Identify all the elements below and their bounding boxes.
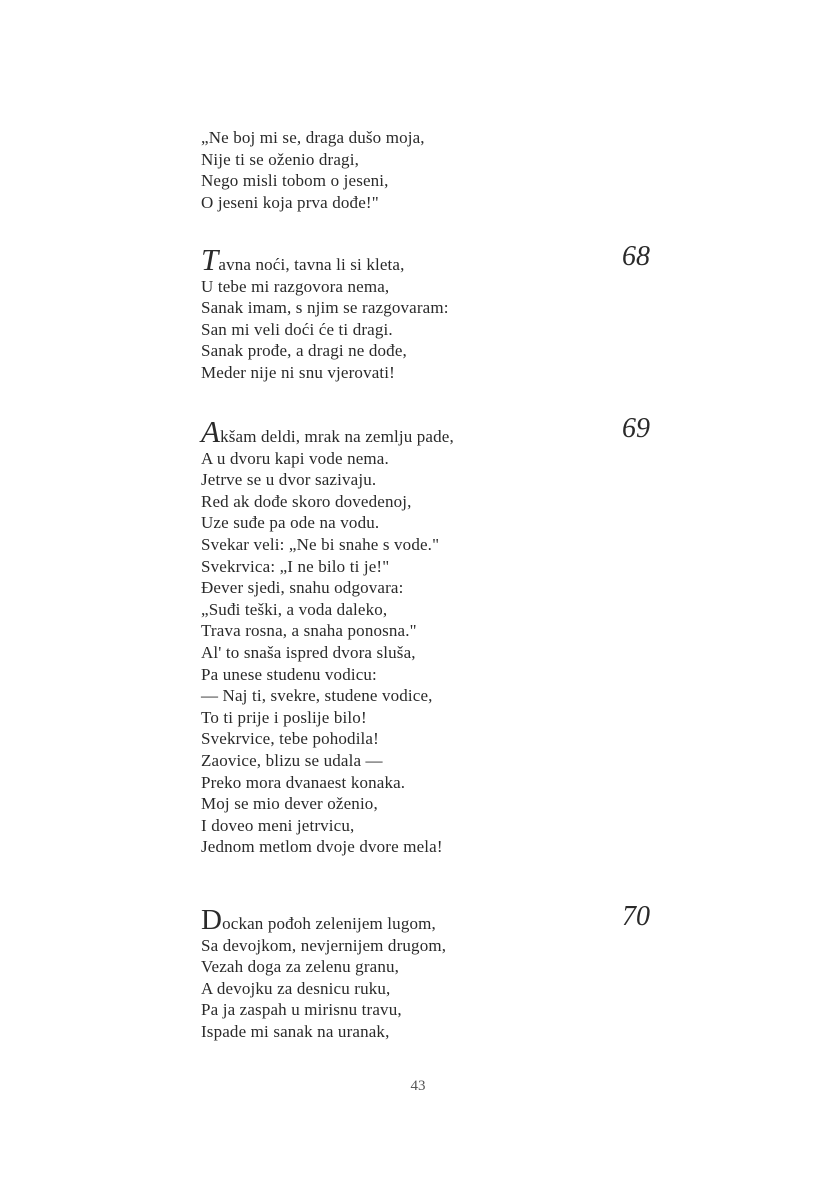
first-line-text: kšam deldi, mrak na zemlju pade, bbox=[220, 427, 454, 446]
poem-line: Svekrvica: „I ne bilo ti je!" bbox=[201, 556, 390, 576]
poem-line: — Naj ti, svekre, studene vodice, bbox=[201, 686, 433, 706]
poem-line: Pa unese studenu vodicu: bbox=[201, 664, 377, 684]
poem-line: To ti prije i poslije bilo! bbox=[201, 707, 367, 727]
drop-cap: T bbox=[201, 242, 219, 277]
poem-line: Moj se mio dever oženio, bbox=[201, 794, 378, 814]
poem-line: Ispade mi sanak na uranak, bbox=[201, 1021, 390, 1041]
first-line-text: avna noći, tavna li si kleta, bbox=[218, 255, 405, 274]
poem-line: O jeseni koja prva dođe!" bbox=[201, 192, 379, 212]
poem-line: Svekar veli: „Ne bi snahe s vode." bbox=[201, 534, 440, 554]
poem-line: Pa ja zaspah u mirisnu travu, bbox=[201, 1000, 402, 1020]
poem-line: Jednom metlom dvoje dvore mela! bbox=[201, 837, 443, 857]
poem-line: Sanak prođe, a dragi ne dođe, bbox=[201, 341, 407, 361]
poem-line: Preko mora dvanaest konaka. bbox=[201, 772, 406, 792]
drop-cap: D bbox=[201, 904, 223, 936]
poem-line: Sanak imam, s njim se razgovaram: bbox=[201, 298, 449, 318]
first-line-text: ockan pođoh zelenijem lugom, bbox=[222, 914, 436, 933]
drop-cap: A bbox=[201, 414, 221, 449]
poem-line: Nego misli tobom o jeseni, bbox=[201, 171, 389, 191]
poem-line: Đever sjedi, snahu odgovara: bbox=[201, 578, 404, 598]
poem-line: I doveo meni jetrvicu, bbox=[201, 815, 355, 835]
poem-number-68: 68 bbox=[622, 241, 650, 272]
poem-line: Svekrvice, tebe pohodila! bbox=[201, 729, 379, 749]
poem-line: Jetrve se u dvor sazivaju. bbox=[201, 470, 377, 490]
poem-line: „Ne boj mi se, draga dušo moja, bbox=[201, 128, 425, 147]
poem-line: „Suđi teški, a voda daleko, bbox=[201, 599, 388, 619]
page-number: 43 bbox=[410, 1078, 426, 1094]
poem-line: Uze suđe pa ode na vodu. bbox=[201, 513, 380, 533]
poem-number-69: 69 bbox=[622, 413, 650, 444]
poem-line: Meder nije ni snu vjerovati! bbox=[201, 362, 395, 382]
poem-line: San mi veli doći će ti dragi. bbox=[201, 319, 393, 339]
poem-line: Vezah doga za zelenu granu, bbox=[201, 957, 400, 977]
poem-line: Trava rosna, a snaha ponosna." bbox=[201, 621, 417, 641]
poem-line: Nije ti se oženio dragi, bbox=[201, 149, 359, 169]
poem-line: Sa devojkom, nevjernijem drugom, bbox=[201, 935, 447, 955]
poem-number-70: 70 bbox=[622, 901, 650, 932]
poem-line: Zaovice, blizu se udala — bbox=[201, 750, 383, 770]
poem-line: A devojku za desnicu ruku, bbox=[201, 978, 391, 998]
poem-line: Red ak dođe skoro dovedenoj, bbox=[201, 491, 412, 511]
stanza-continuation bbox=[201, 127, 641, 213]
poem-line: U tebe mi razgovora nema, bbox=[201, 276, 390, 296]
poem-line: Al' to snaša ispred dvora sluša, bbox=[201, 642, 416, 662]
poem-line: A u dvoru kapi vode nema. bbox=[201, 448, 389, 468]
